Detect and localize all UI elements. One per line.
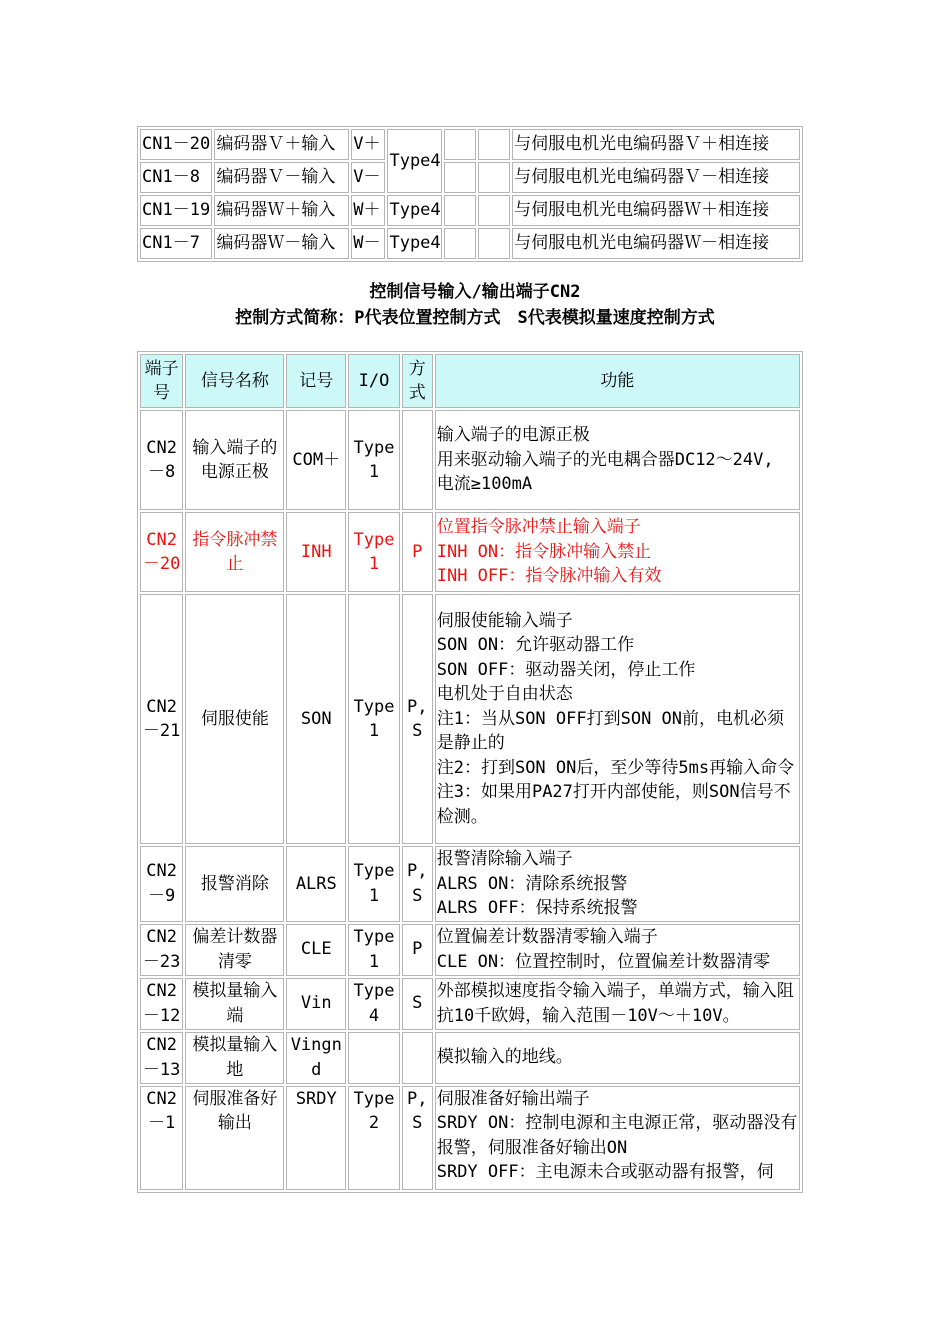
function-cell (435, 410, 800, 510)
table-row (140, 195, 800, 226)
section-subtitle: 控制方式简称：P代表位置控制方式 S代表模拟量速度控制方式 (235, 308, 715, 328)
function-cell (435, 846, 800, 922)
symbol-cell: V＋ (351, 129, 385, 160)
io-type-cell: Type1 (348, 410, 400, 510)
symbol-cell: W＋ (351, 195, 385, 226)
io-type-cell (348, 1032, 400, 1084)
pin-cell: CN1－8 (140, 162, 212, 193)
symbol-cell: V－ (351, 162, 385, 193)
function-line: ALRS OFF：保持系统报警 (436, 898, 638, 918)
symbol-cell: Vin (286, 978, 346, 1030)
pin-cell: CN2－8 (140, 410, 183, 510)
pin-cell: CN2－9 (140, 846, 183, 922)
signal-name-cell: 模拟量输入地 (185, 1032, 284, 1084)
io-type-cell: Type1 (348, 846, 400, 922)
cn2-signal-table (137, 351, 803, 1193)
table-row (140, 410, 800, 510)
function-line: CLE ON：位置控制时，位置偏差计数器清零 (436, 951, 771, 972)
io-type-cell: Type1 (348, 924, 400, 976)
function-line: 模拟输入的地线。 (436, 1047, 573, 1068)
table-row (140, 924, 800, 976)
mode-cell (402, 410, 433, 510)
mode-cell: P,S (402, 594, 433, 844)
mode-cell (478, 228, 510, 259)
mode-cell (444, 162, 476, 193)
function-line: 电流≥100mA (436, 474, 533, 495)
function-line: 外部模拟速度指令输入端子，单端方式，输入阻抗10千欧姆，输入范围－10V～＋10V。 (436, 981, 794, 1026)
signal-name-cell: 模拟量输入端 (185, 978, 284, 1030)
io-type-cell: Type4 (387, 195, 441, 226)
function-line: SRDY OFF：主电源未合或驱动器有报警，伺 (436, 1162, 774, 1182)
function-line: 注1：当从SON OFF打到SON ON前，电机必须是静止的 (436, 708, 785, 754)
function-line: SON OFF：驱动器关闭，停止工作 (436, 659, 696, 680)
table-row (140, 228, 800, 259)
pin-cell: CN1－19 (140, 195, 212, 226)
table-row (140, 512, 800, 592)
function-cell: 与伺服电机光电编码器Ｖ－相连接 (512, 162, 800, 193)
column-header-name: 信号名称 (185, 354, 284, 408)
symbol-cell: Vingnd (286, 1032, 346, 1084)
symbol-cell: INH (286, 512, 346, 592)
pin-cell: CN1－7 (140, 228, 212, 259)
mode-cell (478, 129, 510, 160)
function-cell (435, 978, 800, 1030)
signal-name-cell: 编码器Ｗ＋输入 (214, 195, 349, 226)
function-line: 报警清除输入端子 (436, 849, 573, 869)
signal-name-cell: 指令脉冲禁止 (185, 512, 284, 592)
function-cell (435, 594, 800, 844)
pin-cell: CN2－20 (140, 512, 183, 592)
io-type-cell: Type4 (387, 129, 441, 193)
io-type-cell: Type1 (348, 594, 400, 844)
mode-cell: P,S (402, 846, 433, 922)
io-type-cell: Type1 (348, 512, 400, 592)
mode-cell: P (402, 512, 433, 592)
function-line: 伺服准备好输出端子 (436, 1088, 590, 1109)
pin-cell: CN2－21 (140, 594, 183, 844)
io-type-cell: Type4 (387, 228, 441, 259)
symbol-cell: COM＋ (286, 410, 346, 510)
pin-cell: CN1－20 (140, 129, 212, 160)
io-type-cell: Type2 (348, 1086, 400, 1190)
mode-cell: P,S (402, 1086, 433, 1190)
symbol-cell: CLE (286, 924, 346, 976)
io-type-cell: Type4 (348, 978, 400, 1030)
symbol-cell: SRDY (286, 1086, 346, 1190)
function-line: 电机处于自由状态 (436, 684, 573, 705)
mode-cell (402, 1032, 433, 1084)
function-cell (435, 1086, 800, 1190)
function-cell (435, 924, 800, 976)
mode-cell (444, 129, 476, 160)
function-cell: 与伺服电机光电编码器Ｖ＋相连接 (512, 129, 800, 160)
function-line: 注2：打到SON ON后，至少等待5ms再输入命令 (436, 757, 795, 778)
mode-cell (444, 228, 476, 259)
function-cell (435, 512, 800, 592)
column-header-io: I/O (348, 354, 400, 408)
function-line: 用来驱动输入端子的光电耦合器DC12～24V, (436, 449, 774, 470)
table-row (140, 162, 800, 193)
signal-name-cell: 报警消除 (185, 846, 284, 922)
mode-cell: S (402, 978, 433, 1030)
signal-name-cell: 伺服使能 (185, 594, 284, 844)
table-row (140, 846, 800, 922)
table-row (140, 1086, 800, 1190)
function-line: SRDY ON：控制电源和主电源正常，驱动器没有报警，伺服准备好输出ON (436, 1113, 798, 1158)
symbol-cell: W－ (351, 228, 385, 259)
function-cell (435, 1032, 800, 1084)
column-header-function: 功能 (435, 354, 800, 408)
mode-cell (478, 195, 510, 226)
function-cell: 与伺服电机光电编码器Ｗ－相连接 (512, 228, 800, 259)
function-line: INH OFF：指令脉冲输入有效 (436, 566, 662, 587)
signal-name-cell: 偏差计数器清零 (185, 924, 284, 976)
table-row (140, 594, 800, 844)
signal-name-cell: 编码器Ｗ－输入 (214, 228, 349, 259)
function-line: 位置偏差计数器清零输入端子 (436, 927, 658, 947)
signal-name-cell: 编码器Ｖ－输入 (214, 162, 349, 193)
column-header-mode: 方式 (402, 354, 433, 408)
function-line: 位置指令脉冲禁止输入端子 (436, 517, 641, 538)
symbol-cell: ALRS (286, 846, 346, 922)
table-row (140, 978, 800, 1030)
signal-name-cell: 输入端子的电源正极 (185, 410, 284, 510)
column-header-pin: 端子号 (140, 354, 183, 408)
table-header-row (140, 354, 800, 408)
table-row (140, 129, 800, 160)
signal-name-cell: 伺服准备好输出 (185, 1086, 284, 1190)
mode-cell: P (402, 924, 433, 976)
function-line: 注3：如果用PA27打开内部使能，则SON信号不检测。 (436, 782, 791, 827)
table-row (140, 1032, 800, 1084)
function-line: ALRS ON：清除系统报警 (436, 873, 628, 894)
encoder-signal-table (137, 126, 803, 262)
function-line: 伺服使能输入端子 (436, 610, 573, 631)
function-line: 输入端子的电源正极 (436, 425, 590, 446)
mode-cell (444, 195, 476, 226)
pin-cell: CN2－23 (140, 924, 183, 976)
mode-cell (478, 162, 510, 193)
function-line: SON ON：允许驱动器工作 (436, 635, 635, 656)
symbol-cell: SON (286, 594, 346, 844)
signal-name-cell: 编码器Ｖ＋输入 (214, 129, 349, 160)
function-line: INH ON：指令脉冲输入禁止 (436, 541, 652, 562)
section-title: 控制信号输入/输出端子CN2 (369, 282, 581, 302)
pin-cell: CN2－1 (140, 1086, 183, 1190)
pin-cell: CN2－12 (140, 978, 183, 1030)
pin-cell: CN2－13 (140, 1032, 183, 1084)
function-cell: 与伺服电机光电编码器Ｗ＋相连接 (512, 195, 800, 226)
column-header-symbol: 记号 (286, 354, 346, 408)
